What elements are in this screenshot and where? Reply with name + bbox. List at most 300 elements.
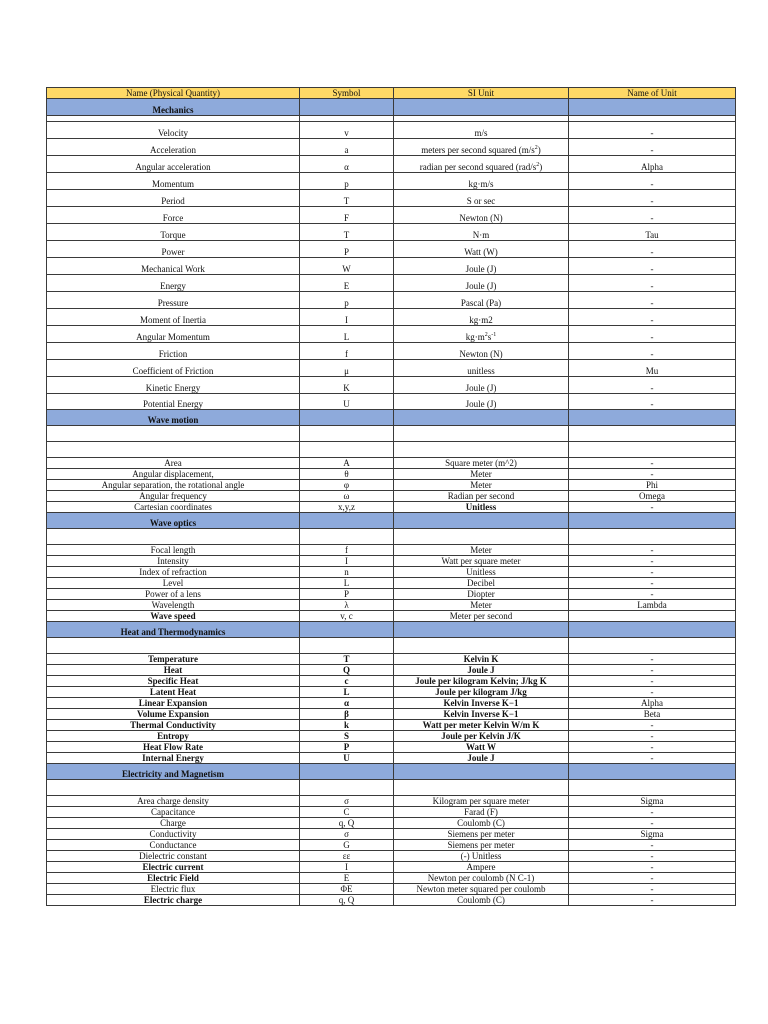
- si-unit-cell[interactable]: [394, 458, 569, 469]
- section-title-cell[interactable]: Wave optics: [47, 513, 300, 529]
- unit-name-cell[interactable]: -: [569, 458, 736, 469]
- si-unit-cell[interactable]: [394, 687, 569, 698]
- quantity-name-cell[interactable]: Wave speed: [47, 611, 300, 622]
- symbol-cell[interactable]: ω: [300, 491, 394, 502]
- unit-name-cell[interactable]: Alpha: [569, 698, 736, 709]
- section-title-cell[interactable]: Electricity and Magnetism: [47, 764, 300, 780]
- unit-name-cell[interactable]: -: [569, 895, 736, 906]
- table-row: [47, 567, 736, 578]
- quantity-name-cell[interactable]: Pressure: [47, 292, 300, 309]
- unit-name-cell[interactable]: -: [569, 122, 736, 139]
- unit-name-cell[interactable]: -: [569, 292, 736, 309]
- si-unit-cell[interactable]: [394, 556, 569, 567]
- unit-name-cell[interactable]: -: [569, 469, 736, 480]
- quantity-name-cell[interactable]: Level: [47, 578, 300, 589]
- symbol-cell[interactable]: a: [300, 139, 394, 156]
- si-unit-text: Meter: [470, 545, 492, 555]
- symbol-cell[interactable]: v, c: [300, 611, 394, 622]
- si-unit-cell[interactable]: [394, 873, 569, 884]
- si-unit-cell[interactable]: [394, 207, 569, 224]
- si-unit-text: S or sec: [466, 196, 496, 206]
- si-unit-cell[interactable]: [394, 818, 569, 829]
- blank-row: [47, 638, 736, 654]
- quantity-name-cell[interactable]: Mechanical Work: [47, 258, 300, 275]
- symbol-cell[interactable]: L: [300, 326, 394, 343]
- si-unit-cell[interactable]: [394, 742, 569, 753]
- si-unit-cell[interactable]: [394, 840, 569, 851]
- si-unit-cell[interactable]: [394, 862, 569, 873]
- unit-name-cell[interactable]: Tau: [569, 224, 736, 241]
- si-unit-text: Joule per Kelvin J/K: [441, 731, 521, 741]
- symbol-cell[interactable]: c: [300, 676, 394, 687]
- blank-row: [47, 780, 736, 796]
- unit-name-cell[interactable]: -: [569, 665, 736, 676]
- symbol-cell[interactable]: F: [300, 207, 394, 224]
- table-row: [47, 600, 736, 611]
- si-unit-cell[interactable]: [394, 224, 569, 241]
- table-row: [47, 611, 736, 622]
- unit-name-cell[interactable]: -: [569, 343, 736, 360]
- si-unit-text: Siemens per meter: [447, 829, 515, 839]
- unit-name-cell[interactable]: Sigma: [569, 829, 736, 840]
- symbol-cell[interactable]: E: [300, 873, 394, 884]
- symbol-cell[interactable]: α: [300, 698, 394, 709]
- si-unit-cell[interactable]: [394, 491, 569, 502]
- quantity-name-cell[interactable]: Focal length: [47, 545, 300, 556]
- quantity-name-cell[interactable]: Area charge density: [47, 796, 300, 807]
- table-row: [47, 676, 736, 687]
- si-unit-cell[interactable]: [394, 173, 569, 190]
- section-symbol-cell[interactable]: [300, 99, 394, 116]
- header-unit-name-cell[interactable]: Name of Unit: [569, 88, 736, 99]
- si-unit-cell[interactable]: [394, 326, 569, 343]
- si-unit-cell[interactable]: [394, 122, 569, 139]
- quantity-name-cell[interactable]: Index of refraction: [47, 567, 300, 578]
- si-unit-cell[interactable]: [394, 360, 569, 377]
- si-unit-text: Coulomb (C): [457, 895, 505, 905]
- empty-cell[interactable]: [569, 638, 736, 654]
- si-unit-suffix: s: [487, 332, 492, 342]
- header-name-cell[interactable]: Name (Physical Quantity): [47, 88, 300, 99]
- empty-cell[interactable]: [394, 426, 569, 442]
- unit-name-cell[interactable]: [569, 611, 736, 622]
- si-unit-cell[interactable]: [394, 807, 569, 818]
- empty-cell[interactable]: [47, 426, 300, 442]
- si-unit-cell[interactable]: [394, 731, 569, 742]
- symbol-cell[interactable]: μ: [300, 360, 394, 377]
- empty-cell[interactable]: [394, 638, 569, 654]
- si-unit-cell[interactable]: [394, 241, 569, 258]
- quantity-name-cell[interactable]: Angular displacement,: [47, 469, 300, 480]
- empty-cell[interactable]: [569, 442, 736, 458]
- section-header-row: [47, 622, 736, 638]
- unit-name-cell[interactable]: -: [569, 884, 736, 895]
- si-unit-text: Joule (J): [465, 264, 497, 274]
- si-unit-text: Diopter: [467, 589, 495, 599]
- unit-name-cell[interactable]: Beta: [569, 709, 736, 720]
- si-unit-cell[interactable]: [394, 851, 569, 862]
- table-row: [47, 895, 736, 906]
- si-unit-text: kg·m: [465, 332, 485, 342]
- quantity-name-cell[interactable]: Power of a lens: [47, 589, 300, 600]
- quantity-name-cell[interactable]: Period: [47, 190, 300, 207]
- si-unit-cell[interactable]: [394, 567, 569, 578]
- table-row: [47, 578, 736, 589]
- si-unit-cell[interactable]: [394, 275, 569, 292]
- si-unit-cell[interactable]: [394, 258, 569, 275]
- unit-name-cell[interactable]: -: [569, 731, 736, 742]
- unit-name-cell[interactable]: -: [569, 753, 736, 764]
- symbol-cell[interactable]: L: [300, 687, 394, 698]
- symbol-cell[interactable]: U: [300, 394, 394, 410]
- si-unit-text: (-) Unitless: [460, 851, 502, 861]
- section-unit-name-cell[interactable]: [569, 99, 736, 116]
- symbol-cell[interactable]: K: [300, 377, 394, 394]
- quantity-name-cell[interactable]: Conductance: [47, 840, 300, 851]
- si-unit-cell[interactable]: [394, 139, 569, 156]
- quantity-name-cell[interactable]: Temperature: [47, 654, 300, 665]
- unit-name-cell[interactable]: -: [569, 578, 736, 589]
- section-unit-name-cell[interactable]: [569, 410, 736, 426]
- symbol-cell[interactable]: E: [300, 275, 394, 292]
- quantity-name-cell[interactable]: Potential Energy: [47, 394, 300, 410]
- si-unit-cell[interactable]: [394, 377, 569, 394]
- symbol-cell[interactable]: L: [300, 578, 394, 589]
- symbol-cell[interactable]: φ: [300, 480, 394, 491]
- symbol-cell[interactable]: G: [300, 840, 394, 851]
- symbol-cell[interactable]: εε: [300, 851, 394, 862]
- unit-name-cell[interactable]: -: [569, 818, 736, 829]
- empty-cell[interactable]: [47, 780, 300, 796]
- si-unit-superscript: 2: [484, 332, 488, 338]
- empty-cell[interactable]: [300, 780, 394, 796]
- si-unit-cell[interactable]: [394, 720, 569, 731]
- unit-name-cell[interactable]: -: [569, 502, 736, 513]
- si-unit-cell[interactable]: [394, 611, 569, 622]
- si-unit-text: Newton (N): [459, 213, 503, 223]
- si-unit-text: Meter: [470, 600, 492, 610]
- table-row: [47, 326, 736, 343]
- section-unit-name-cell[interactable]: [569, 764, 736, 780]
- unit-name-cell[interactable]: -: [569, 840, 736, 851]
- si-unit-text: Kilogram per square meter: [432, 796, 530, 806]
- quantity-name-cell[interactable]: Friction: [47, 343, 300, 360]
- symbol-cell[interactable]: σ: [300, 829, 394, 840]
- si-unit-cell[interactable]: [394, 394, 569, 410]
- si-unit-cell[interactable]: [394, 709, 569, 720]
- quantity-name-cell[interactable]: Entropy: [47, 731, 300, 742]
- quantity-name-cell[interactable]: Force: [47, 207, 300, 224]
- table-row: [47, 394, 736, 410]
- empty-cell[interactable]: [300, 529, 394, 545]
- quantity-name-cell[interactable]: Conductivity: [47, 829, 300, 840]
- unit-name-cell[interactable]: -: [569, 567, 736, 578]
- si-unit-cell[interactable]: [394, 190, 569, 207]
- symbol-cell[interactable]: x,y,z: [300, 502, 394, 513]
- empty-cell[interactable]: [394, 780, 569, 796]
- si-unit-cell[interactable]: [394, 676, 569, 687]
- si-unit-text: Unitless: [466, 567, 496, 577]
- si-unit-text: Ampere: [466, 862, 496, 872]
- blank-row: [47, 426, 736, 442]
- section-unit-cell[interactable]: [394, 513, 569, 529]
- si-unit-text: Watt per square meter: [441, 556, 521, 566]
- quantity-name-cell[interactable]: Heat: [47, 665, 300, 676]
- empty-cell[interactable]: [47, 638, 300, 654]
- unit-name-cell[interactable]: -: [569, 676, 736, 687]
- section-unit-cell[interactable]: [394, 764, 569, 780]
- quantity-name-cell[interactable]: Area: [47, 458, 300, 469]
- empty-cell[interactable]: [47, 442, 300, 458]
- quantity-name-cell[interactable]: Intensity: [47, 556, 300, 567]
- si-unit-text: Kelvin Inverse K−1: [443, 698, 519, 708]
- si-unit-cell[interactable]: [394, 309, 569, 326]
- table-row: [47, 139, 736, 156]
- section-title-cell[interactable]: Heat and Thermodynamics: [47, 622, 300, 638]
- symbol-cell[interactable]: C: [300, 807, 394, 818]
- quantity-name-cell[interactable]: Heat Flow Rate: [47, 742, 300, 753]
- si-unit-cell[interactable]: [394, 156, 569, 173]
- si-unit-cell[interactable]: [394, 469, 569, 480]
- empty-cell[interactable]: [569, 426, 736, 442]
- quantity-name-cell[interactable]: Volume Expansion: [47, 709, 300, 720]
- symbol-cell[interactable]: n: [300, 567, 394, 578]
- quantity-name-cell[interactable]: Electric flux: [47, 884, 300, 895]
- unit-name-cell[interactable]: -: [569, 258, 736, 275]
- unit-name-cell[interactable]: -: [569, 241, 736, 258]
- unit-name-cell[interactable]: -: [569, 742, 736, 753]
- si-unit-text: Meter: [470, 469, 492, 479]
- table-row: [47, 687, 736, 698]
- unit-name-cell[interactable]: -: [569, 377, 736, 394]
- symbol-cell[interactable]: A: [300, 458, 394, 469]
- symbol-cell[interactable]: P: [300, 241, 394, 258]
- si-unit-cell[interactable]: [394, 884, 569, 895]
- si-unit-text: Square meter (m^2): [445, 458, 517, 468]
- si-unit-cell[interactable]: [394, 654, 569, 665]
- si-unit-cell[interactable]: [394, 343, 569, 360]
- si-unit-text: Radian per second: [447, 491, 515, 501]
- unit-name-cell[interactable]: -: [569, 556, 736, 567]
- unit-name-cell[interactable]: Sigma: [569, 796, 736, 807]
- table-row: [47, 491, 736, 502]
- si-unit-cell[interactable]: [394, 829, 569, 840]
- quantity-name-cell[interactable]: Linear Expansion: [47, 698, 300, 709]
- table-row: [47, 292, 736, 309]
- quantity-name-cell[interactable]: Moment of Inertia: [47, 309, 300, 326]
- symbol-cell[interactable]: q, Q: [300, 895, 394, 906]
- unit-name-cell[interactable]: -: [569, 326, 736, 343]
- empty-cell[interactable]: [300, 638, 394, 654]
- si-unit-cell[interactable]: [394, 480, 569, 491]
- symbol-cell[interactable]: β: [300, 709, 394, 720]
- quantity-name-cell[interactable]: Angular separation, the rotational angle: [47, 480, 300, 491]
- symbol-cell[interactable]: W: [300, 258, 394, 275]
- si-unit-cell[interactable]: [394, 600, 569, 611]
- unit-name-cell[interactable]: -: [569, 807, 736, 818]
- si-unit-cell[interactable]: [394, 895, 569, 906]
- section-unit-cell[interactable]: [394, 622, 569, 638]
- symbol-cell[interactable]: T: [300, 654, 394, 665]
- quantity-name-cell[interactable]: Cartesian coordinates: [47, 502, 300, 513]
- quantity-name-cell[interactable]: Energy: [47, 275, 300, 292]
- section-symbol-cell[interactable]: [300, 410, 394, 426]
- section-header-row: [47, 410, 736, 426]
- table-row: [47, 840, 736, 851]
- symbol-cell[interactable]: ΦE: [300, 884, 394, 895]
- table-row: [47, 742, 736, 753]
- unit-name-cell[interactable]: -: [569, 851, 736, 862]
- symbol-cell[interactable]: Q: [300, 665, 394, 676]
- si-unit-text: meters per second squared (m/s: [421, 145, 535, 155]
- symbol-cell[interactable]: σ: [300, 796, 394, 807]
- si-unit-text: Meter per second: [449, 611, 513, 621]
- unit-name-cell[interactable]: -: [569, 190, 736, 207]
- unit-name-cell[interactable]: Lambda: [569, 600, 736, 611]
- symbol-cell[interactable]: I: [300, 556, 394, 567]
- si-unit-text: kg·m2: [469, 315, 493, 325]
- symbol-cell[interactable]: I: [300, 309, 394, 326]
- si-unit-text: Watt W: [465, 742, 497, 752]
- section-symbol-cell[interactable]: [300, 764, 394, 780]
- header-symbol-cell[interactable]: Symbol: [300, 88, 394, 99]
- si-unit-cell[interactable]: [394, 796, 569, 807]
- quantity-name-cell[interactable]: Electric charge: [47, 895, 300, 906]
- unit-name-cell[interactable]: -: [569, 139, 736, 156]
- table-row: [47, 241, 736, 258]
- quantity-name-cell[interactable]: Dielectric constant: [47, 851, 300, 862]
- unit-name-cell[interactable]: -: [569, 207, 736, 224]
- unit-name-cell[interactable]: Phi: [569, 480, 736, 491]
- quantity-name-cell[interactable]: Power: [47, 241, 300, 258]
- section-unit-name-cell[interactable]: [569, 622, 736, 638]
- quantity-name-cell[interactable]: Angular Momentum: [47, 326, 300, 343]
- si-unit-text: Joule per kilogram Kelvin; J/kg K: [415, 676, 547, 686]
- quantity-name-cell[interactable]: Angular frequency: [47, 491, 300, 502]
- quantity-name-cell[interactable]: Latent Heat: [47, 687, 300, 698]
- unit-name-cell[interactable]: Alpha: [569, 156, 736, 173]
- si-unit-cell[interactable]: [394, 665, 569, 676]
- empty-cell[interactable]: [394, 529, 569, 545]
- unit-name-cell[interactable]: -: [569, 654, 736, 665]
- unit-name-cell[interactable]: -: [569, 873, 736, 884]
- unit-name-cell[interactable]: Omega: [569, 491, 736, 502]
- symbol-cell[interactable]: T: [300, 224, 394, 241]
- quantity-name-cell[interactable]: Velocity: [47, 122, 300, 139]
- symbol-cell[interactable]: S: [300, 731, 394, 742]
- si-unit-cell[interactable]: [394, 698, 569, 709]
- empty-cell[interactable]: [569, 780, 736, 796]
- quantity-name-cell[interactable]: Acceleration: [47, 139, 300, 156]
- unit-name-cell[interactable]: -: [569, 589, 736, 600]
- symbol-cell[interactable]: T: [300, 190, 394, 207]
- table-row: [47, 224, 736, 241]
- symbol-cell[interactable]: U: [300, 753, 394, 764]
- table-row: [47, 360, 736, 377]
- empty-cell[interactable]: [300, 426, 394, 442]
- si-unit-cell[interactable]: [394, 753, 569, 764]
- si-unit-text: Kelvin Inverse K−1: [443, 709, 519, 719]
- section-symbol-cell[interactable]: [300, 622, 394, 638]
- unit-name-cell[interactable]: -: [569, 173, 736, 190]
- empty-cell[interactable]: [47, 529, 300, 545]
- quantity-name-cell[interactable]: Electric Field: [47, 873, 300, 884]
- quantity-name-cell[interactable]: Charge: [47, 818, 300, 829]
- unit-name-cell[interactable]: -: [569, 545, 736, 556]
- quantity-name-cell[interactable]: Electric current: [47, 862, 300, 873]
- table-row: [47, 796, 736, 807]
- si-unit-cell[interactable]: [394, 589, 569, 600]
- section-unit-name-cell[interactable]: [569, 513, 736, 529]
- si-unit-suffix: ): [537, 145, 541, 155]
- header-si-unit-cell[interactable]: SI Unit: [394, 88, 569, 99]
- si-unit-text: Joule J: [467, 665, 495, 675]
- si-unit-text: Farad (F): [464, 807, 498, 817]
- symbol-cell[interactable]: I: [300, 862, 394, 873]
- quantity-name-cell[interactable]: Wavelength: [47, 600, 300, 611]
- table-row: [47, 753, 736, 764]
- si-unit-text: Newton meter squared per coulomb: [416, 884, 546, 894]
- empty-cell[interactable]: [569, 529, 736, 545]
- empty-cell[interactable]: [394, 442, 569, 458]
- unit-name-cell[interactable]: -: [569, 720, 736, 731]
- si-unit-cell[interactable]: [394, 502, 569, 513]
- symbol-cell[interactable]: f: [300, 343, 394, 360]
- symbol-cell[interactable]: λ: [300, 600, 394, 611]
- symbol-cell[interactable]: q, Q: [300, 818, 394, 829]
- unit-name-cell[interactable]: Mu: [569, 360, 736, 377]
- quantity-name-cell[interactable]: Internal Energy: [47, 753, 300, 764]
- quantity-name-cell[interactable]: Specific Heat: [47, 676, 300, 687]
- quantity-name-cell[interactable]: Torque: [47, 224, 300, 241]
- quantity-name-cell[interactable]: Momentum: [47, 173, 300, 190]
- quantity-name-cell[interactable]: Angular acceleration: [47, 156, 300, 173]
- si-unit-cell[interactable]: [394, 578, 569, 589]
- quantity-name-cell[interactable]: Coefficient of Friction: [47, 360, 300, 377]
- symbol-cell[interactable]: P: [300, 589, 394, 600]
- quantity-name-cell[interactable]: Thermal Conductivity: [47, 720, 300, 731]
- symbol-cell[interactable]: p: [300, 292, 394, 309]
- symbol-cell[interactable]: θ: [300, 469, 394, 480]
- symbol-cell[interactable]: α: [300, 156, 394, 173]
- symbol-cell[interactable]: f: [300, 545, 394, 556]
- symbol-cell[interactable]: v: [300, 122, 394, 139]
- section-title-cell[interactable]: Mechanics: [47, 99, 300, 116]
- blank-row: [47, 529, 736, 545]
- section-unit-cell[interactable]: [394, 410, 569, 426]
- unit-name-cell[interactable]: -: [569, 275, 736, 292]
- table-row: [47, 862, 736, 873]
- si-unit-text: Watt per meter Kelvin W/m K: [422, 720, 540, 730]
- symbol-cell[interactable]: P: [300, 742, 394, 753]
- unit-name-cell[interactable]: -: [569, 309, 736, 326]
- section-unit-cell[interactable]: [394, 99, 569, 116]
- unit-name-cell[interactable]: -: [569, 687, 736, 698]
- si-unit-cell[interactable]: [394, 292, 569, 309]
- unit-name-cell[interactable]: -: [569, 394, 736, 410]
- unit-name-cell[interactable]: -: [569, 862, 736, 873]
- empty-cell[interactable]: [300, 442, 394, 458]
- table-row: [47, 122, 736, 139]
- si-unit-cell[interactable]: [394, 545, 569, 556]
- quantity-name-cell[interactable]: Kinetic Energy: [47, 377, 300, 394]
- section-title-cell[interactable]: Wave motion: [47, 410, 300, 426]
- section-symbol-cell[interactable]: [300, 513, 394, 529]
- si-unit-text: N·m: [472, 230, 490, 240]
- symbol-cell[interactable]: p: [300, 173, 394, 190]
- symbol-cell[interactable]: k: [300, 720, 394, 731]
- quantity-name-cell[interactable]: Capacitance: [47, 807, 300, 818]
